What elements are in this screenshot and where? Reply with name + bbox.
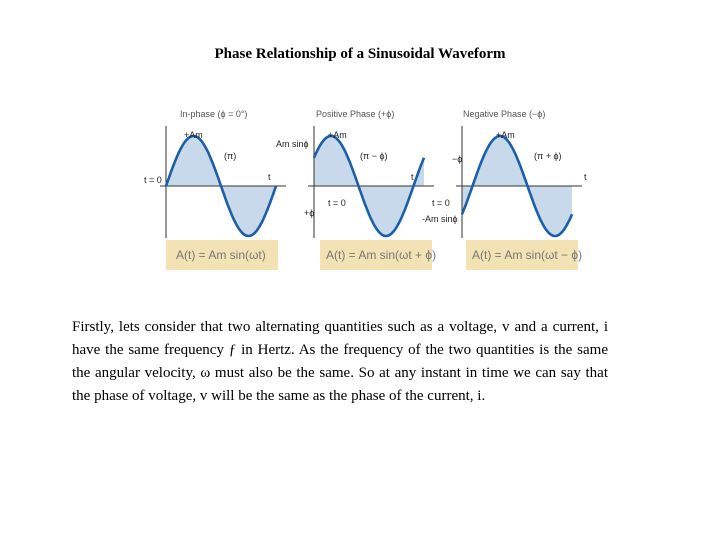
origin-label: t = 0 (328, 198, 346, 208)
peak-label: +Am (184, 130, 203, 140)
formula-text: A(t) = Am sin(ωt − ϕ) (472, 248, 583, 262)
t-axis-label: t (411, 172, 414, 182)
amplitude-sin-label: Am sinϕ (276, 139, 309, 149)
origin-label: t = 0 (432, 198, 450, 208)
angle-label: (π − ϕ) (360, 151, 388, 161)
panel-in-phase (144, 109, 286, 270)
t-axis-label: t (584, 172, 587, 182)
phi-label: −ϕ (452, 154, 463, 164)
panel-caption: Negative Phase (−ϕ) (463, 109, 546, 119)
peak-label: +Am (328, 130, 347, 140)
panel-caption: Positive Phase (+ϕ) (316, 109, 395, 119)
peak-label: +Am (496, 130, 515, 140)
angle-label: (π) (224, 151, 237, 161)
panel-caption: In-phase (ϕ = 0°) (180, 109, 248, 119)
angle-label: (π + ϕ) (534, 151, 562, 161)
phase-diagram (140, 100, 600, 275)
t-axis-label: t (268, 172, 271, 182)
formula-text: A(t) = Am sin(ωt) (176, 248, 266, 262)
panel-positive-phase (276, 109, 436, 270)
panel-negative-phase (422, 109, 587, 270)
origin-label: t = 0 (144, 175, 162, 185)
phi-label: +ϕ (304, 208, 315, 218)
formula-text: A(t) = Am sin(ωt + ϕ) (326, 248, 437, 262)
body-paragraph: Firstly, lets consider that two alternating quantities such as a voltage, v and a current, i have the same frequency ƒ in Hertz. As the frequency of the two quantities is the same the angular velocity, ω must also be the same. So at any instant in time we can say that the phase of voltage, v will be the same as the phase of the current, i. (72, 319, 608, 404)
neg-amplitude-sin-label: -Am sinϕ (422, 214, 458, 224)
page-title: Phase Relationship of a Sinusoidal Waveform (214, 46, 506, 62)
